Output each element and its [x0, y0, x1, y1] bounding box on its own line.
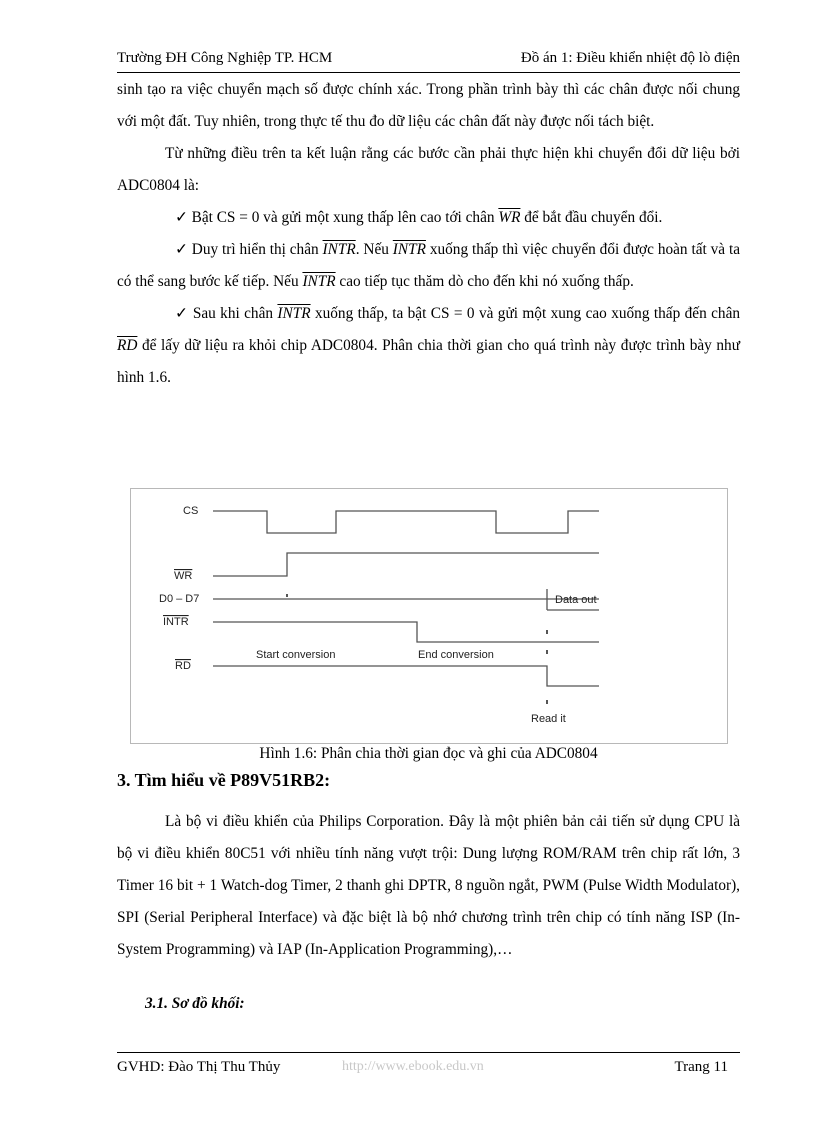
- subsection-heading: 3.1. Sơ đồ khối:: [145, 995, 245, 1012]
- paragraph-2: Từ những điều trên ta kết luận rằng các bước cần phải thực hiện khi chuyển đổi dữ liệu bởi ADC0804 là:: [117, 145, 740, 194]
- signal-intr: INTR: [277, 305, 311, 322]
- check-icon: ✓: [175, 241, 188, 258]
- signal-rd: $\overline{RD}$: [117, 337, 138, 354]
- end-conversion-label: End conversion: [418, 649, 494, 661]
- intr-waveform: [213, 622, 599, 642]
- data-out-label: Data out: [555, 594, 597, 606]
- wr-waveform: [213, 553, 599, 576]
- header-project: Đồ án 1: Điều khiển nhiệt độ lò điện: [520, 50, 740, 66]
- footer-page-number: Trang 11: [674, 1059, 728, 1075]
- page-header: [117, 50, 740, 73]
- data-bus-label: D0 – D7: [159, 593, 200, 605]
- cs-label: CS: [183, 505, 199, 517]
- rd-label: RD: [175, 660, 191, 672]
- signal-intr: INTR: [302, 273, 336, 290]
- section-heading: 3. Tìm hiểu về P89V51RB2:: [117, 770, 331, 790]
- start-conversion-label: Start conversion: [256, 649, 336, 661]
- signal-intr: INTR: [392, 241, 426, 258]
- page-footer: [117, 1052, 740, 1083]
- body-top: [117, 74, 740, 394]
- wr-label: WR: [174, 570, 193, 582]
- bullet-1: ✓ Bật CS = 0 và gửi một xung thấp lên cao tới chân $\overline{WR}$ để bắt đầu chuyển đổi.: [175, 209, 663, 226]
- footer-url: http://www.ebook.edu.vn: [342, 1059, 484, 1074]
- signal-wr: $\overline{WR}$: [498, 209, 521, 226]
- body-bottom: [117, 806, 740, 966]
- figure-caption: Hình 1.6: Phân chia thời gian đọc và ghi của ADC0804: [259, 745, 598, 762]
- timing-diagram: [130, 488, 728, 744]
- timing-diagram-svg: [131, 489, 727, 743]
- paragraph-1: sinh tạo ra việc chuyển mạch số được chính xác. Trong phần trình bày thì các chân được nối chung với một đất. Tuy nhiên, trong thực tế thu đo dữ liệu các chân đất này được nối tách biệt.: [117, 81, 740, 130]
- signal-intr: INTR: [322, 241, 356, 258]
- read-it-label: Read it: [531, 713, 566, 725]
- check-icon: ✓: [175, 209, 188, 226]
- bullet-3: ✓ Sau khi chân INTR xuống thấp, ta bật CS = 0 và gửi một xung cao xuống thấp đến chân $\overline{RD}$ để lấy dữ liệu ra khỏi chip ADC0804. Phân chia thời gian cho quá trình này được trình bày như hình 1.6.: [117, 305, 741, 386]
- rd-waveform: [213, 666, 599, 686]
- paragraph-3: Là bộ vi điều khiển của Philips Corporation. Đây là một phiên bản cải tiến sử dụng CPU là bộ vi điều khiển 80C51 với nhiều tính năng vượt trội: Dung lượng ROM/RAM trên chip rất lớn, 3 Timer 16 bit + 1 Watch-dog Timer, 2 thanh ghi DPTR, 8 nguồn ngắt, PWM (Pulse Width Modulator), SPI (Serial Peripheral Interface) và đặc biệt là bộ nhớ chương trình trên chip có tính năng ISP (In-System Programming) và IAP (In-Application Programming),…: [117, 813, 740, 958]
- bullet-2: ✓ Duy trì hiển thị chân INTR. Nếu INTR xuống thấp thì việc chuyển đổi được hoàn tất và ta có thể sang bước kế tiếp. Nếu INTR cao tiếp tục thăm dò cho đến khi nó xuống thấp.: [117, 241, 740, 290]
- footer-instructor: GVHD: Đào Thị Thu Thủy: [117, 1059, 281, 1075]
- check-icon: ✓: [175, 305, 189, 322]
- intr-label: INTR: [163, 616, 189, 628]
- header-school: Trường ĐH Công Nghiệp TP. HCM: [117, 50, 333, 66]
- cs-waveform: [213, 511, 599, 533]
